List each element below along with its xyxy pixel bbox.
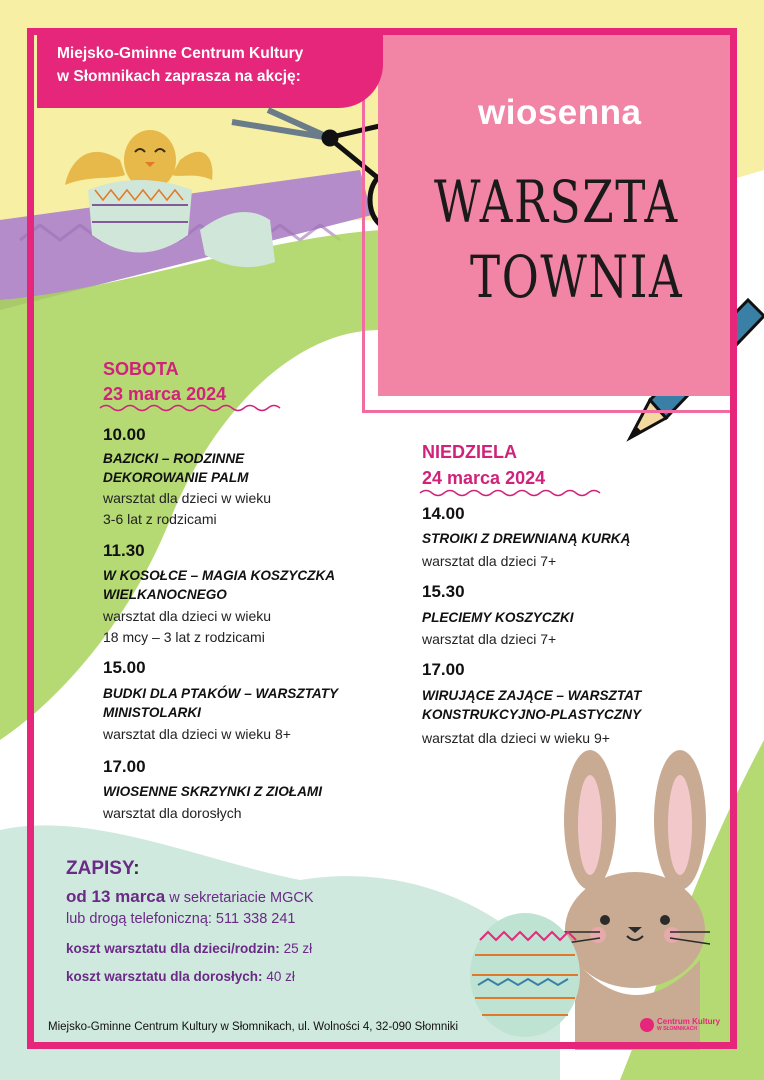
logo-text: Centrum Kultury xyxy=(657,1017,721,1026)
sat-event-1-desc xyxy=(103,488,271,530)
registration-date: od 13 marca xyxy=(66,887,166,906)
registration-phone: lub drogą telefoniczną: 511 338 241 xyxy=(66,911,296,927)
registration-where: w sekretariacie MGCK xyxy=(169,890,314,906)
sat-event-2-title-l2: WIELKANOCNEGO xyxy=(103,587,227,602)
registration-from xyxy=(66,887,314,907)
sat-event-2-desc xyxy=(103,606,271,648)
logo-texts xyxy=(657,1017,720,1032)
cost-kids-value: 25 zł xyxy=(283,941,313,956)
cost-kids-label: koszt warsztatu dla dzieci/rodzin: xyxy=(66,941,280,956)
sat-event-2-time: 11.30 xyxy=(103,541,145,560)
cost-adults-value: 40 zł xyxy=(266,969,295,984)
logo xyxy=(640,1017,720,1032)
logo-subtext: W SŁOMNIKACH xyxy=(657,1026,697,1032)
sat-event-2-title-l1: W KOSOŁCE – MAGIA KOSZYCZKA xyxy=(103,568,336,583)
sun-event-2-title: PLECIEMY KOSZYCZKI xyxy=(422,610,574,625)
cost-kids xyxy=(66,941,312,956)
sat-event-1-time: 10.00 xyxy=(103,425,146,444)
sun-event-2-time: 15.30 xyxy=(422,582,465,601)
sat-event-3-title xyxy=(103,684,393,722)
sat-event-1-title-l2: DEKOROWANIE PALM xyxy=(103,470,249,485)
sat-event-2-desc-l1: warsztat dla dzieci w wieku xyxy=(103,608,272,624)
sunday-day: NIEDZIELA xyxy=(422,442,518,462)
header-line-2: w Słomnikach zaprasza na akcję: xyxy=(57,68,301,85)
sunday-date: 24 marca 2024 xyxy=(422,468,546,488)
sat-event-2-desc-l2: 18 mcy – 3 lat z rodzicami xyxy=(103,629,265,645)
sat-event-4-desc: warsztat dla dorosłych xyxy=(103,805,242,821)
sat-event-3-time: 15.00 xyxy=(103,658,146,677)
logo-icon xyxy=(640,1018,654,1032)
sun-event-3-time: 17.00 xyxy=(422,660,465,679)
registration-heading-text: ZAPISY xyxy=(66,858,134,879)
header-invitation xyxy=(37,30,383,108)
registration-heading-colon: : xyxy=(133,858,140,879)
sat-event-1-desc-l1: warsztat dla dzieci w wieku xyxy=(103,490,272,506)
sat-event-1-title xyxy=(103,449,393,487)
header-line-1: Miejsko-Gminne Centrum Kultury xyxy=(57,45,304,62)
sat-event-3-title-l1: BUDKI DLA PTAKÓW – WARSZTATY xyxy=(103,686,339,701)
sat-event-1-title-l1: BAZICKI – RODZINNE xyxy=(103,451,245,466)
saturday-day: SOBOTA xyxy=(103,359,179,379)
registration-heading xyxy=(66,858,140,880)
sat-event-3-desc: warsztat dla dzieci w wieku 8+ xyxy=(103,726,291,742)
cost-adults xyxy=(66,969,295,984)
sun-event-1-title: STROIKI Z DREWNIANĄ KURKĄ xyxy=(422,531,631,546)
footer-address: Miejsko-Gminne Centrum Kultury w Słomnikach, ul. Wolności 4, 32-090 Słomniki xyxy=(48,1021,459,1033)
sun-event-3-title xyxy=(422,686,712,724)
sun-event-1-desc: warsztat dla dzieci 7+ xyxy=(422,553,557,569)
sun-event-1-time: 14.00 xyxy=(422,504,465,523)
sun-event-3-title-l2: KONSTRUKCYJNO-PLASTYCZNY xyxy=(422,707,642,722)
sat-event-3-title-l2: MINISTOLARKI xyxy=(103,705,201,720)
cost-adults-label: koszt warsztatu dla dorosłych: xyxy=(66,969,263,984)
sun-event-2-desc: warsztat dla dzieci 7+ xyxy=(422,631,557,647)
title-small: wiosenna xyxy=(478,93,642,132)
saturday-date: 23 marca 2024 xyxy=(103,384,227,404)
sat-event-4-time: 17.00 xyxy=(103,757,146,776)
title-line-1: WARSZTA xyxy=(434,168,679,236)
sun-event-3-desc: warsztat dla dzieci w wieku 9+ xyxy=(422,730,610,746)
sun-event-3-title-l1: WIRUJĄCE ZAJĄCE – WARSZTAT xyxy=(422,688,642,703)
title-line-2: TOWNIA xyxy=(470,243,684,311)
sat-event-4-title: WIOSENNE SKRZYNKI Z ZIOŁAMI xyxy=(103,784,323,799)
sat-event-2-title xyxy=(103,566,393,604)
sat-event-1-desc-l2: 3-6 lat z rodzicami xyxy=(103,511,217,527)
